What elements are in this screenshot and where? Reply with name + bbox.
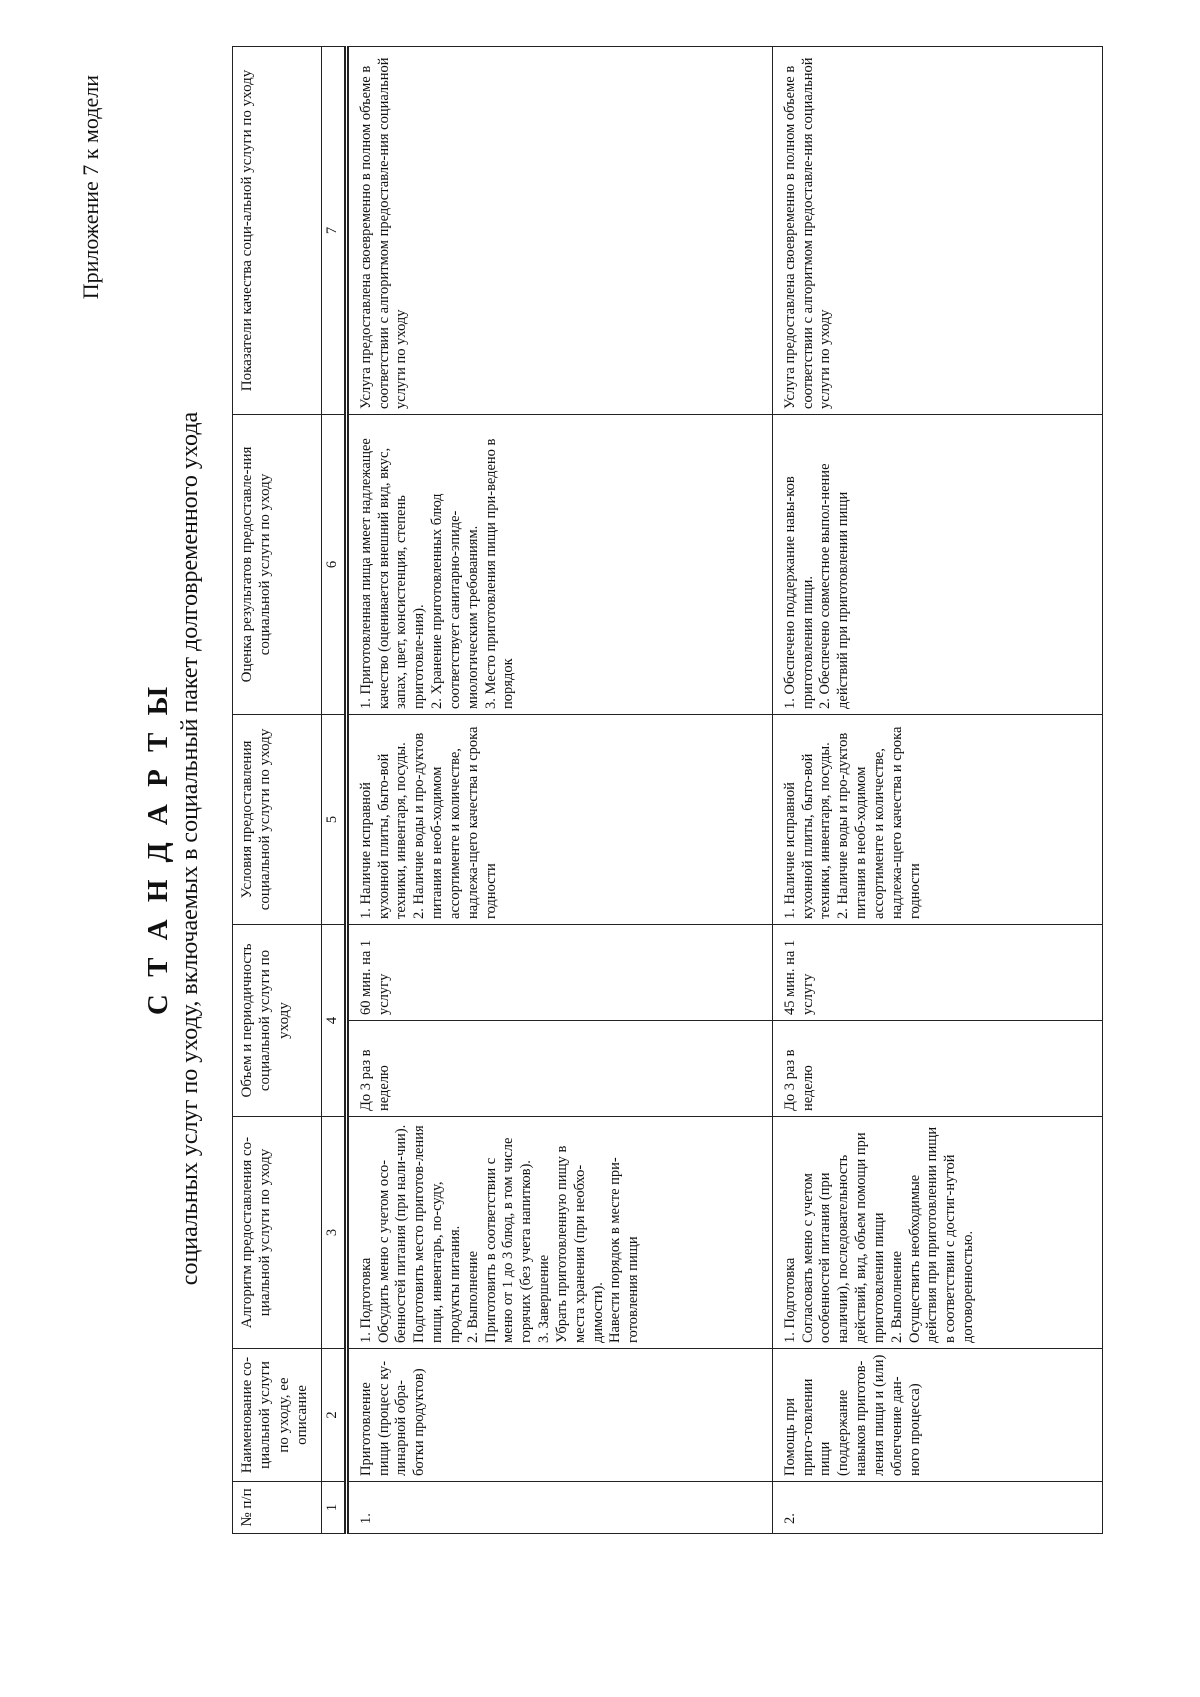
evaluation-cell bbox=[346, 414, 772, 714]
evaluation-cell bbox=[772, 414, 1102, 714]
evaluation-line: 2. Хранение приготовленных блюд соответствует санитарно-эпиде-миологическим требованиям. bbox=[429, 493, 481, 709]
evaluation-line: 2. Обеспечено совместное выпол-нение действий при приготовлении пищи bbox=[817, 463, 852, 709]
algorithm-line: Осуществить необходимые действия при приготовлении пищи в соответствии с достиг-нутой договоренностью. bbox=[906, 1126, 977, 1343]
algorithm-line: Согласовать меню с учетом особенностей питания (при наличии), последовательность действий, вид, объем помощи при приготовлении пищи bbox=[799, 1132, 887, 1343]
algorithm-line: Подготовить место приготов-ления пищи, инвентарь, по-суду, продукты питания. bbox=[411, 1125, 463, 1343]
conditions-cell bbox=[346, 714, 772, 924]
algorithm-line: 1. Подготовка bbox=[357, 1257, 374, 1343]
algorithm-cell bbox=[346, 1117, 772, 1349]
header-volume: Объем и периодичность социальной услуги по уходу bbox=[233, 924, 322, 1116]
service-name: Приготовление пищи (процесс ку-линарной обра-ботки продуктов) bbox=[346, 1349, 772, 1482]
conditions-line: 2. Наличие воды и про-дуктов питания в необ-ходимом ассортименте и количестве, надлежа-щего качества и срока годности bbox=[835, 726, 923, 919]
column-number: 7 bbox=[322, 46, 347, 414]
periodicity-cell: 60 мин. на 1 услугу bbox=[346, 924, 772, 1020]
evaluation-line: 3. Место приготовления пищи при-ведено в порядок bbox=[482, 438, 517, 709]
row-number: 1. bbox=[346, 1482, 772, 1534]
page-title: С Т А Н Д А Р Т Ы bbox=[142, 681, 174, 1016]
column-number: 4 bbox=[322, 924, 347, 1116]
column-number: 2 bbox=[322, 1349, 347, 1482]
column-number: 6 bbox=[322, 414, 347, 714]
column-number: 3 bbox=[322, 1117, 347, 1349]
header-quality: Показатели качества соци-альной услуги по уходу bbox=[233, 46, 322, 414]
periodicity-cell: 45 мин. на 1 услугу bbox=[772, 924, 1102, 1020]
volume-cell: До 3 раз в неделю bbox=[772, 1021, 1102, 1117]
service-name: Помощь при приго-товлении пищи (поддержание навыков приготов-ления пищи и (или) облегчение дан-ного процесса) bbox=[772, 1349, 1102, 1482]
evaluation-line: 1. Приготовленная пища имеет надлежащее качество (оценивается внешний вид, вкус, запах, цвет, консистенция, степень приготовле-ния). bbox=[357, 438, 428, 709]
algorithm-line: 2. Выполнение bbox=[888, 1250, 905, 1343]
column-number: 5 bbox=[322, 714, 347, 924]
page-subtitle: социальных услуг по уходу, включаемых в социальный пакет долговременного ухода bbox=[177, 411, 203, 1286]
quality-cell: Услуга предоставлена своевременно в полном объеме в соответствии с алгоритмом предоставле-ния социальной услуги по уходу bbox=[346, 46, 772, 414]
header-algorithm: Алгоритм предоставления со-циальной услуги по уходу bbox=[233, 1117, 322, 1349]
conditions-line: 2. Наличие воды и про-дуктов питания в необ-ходимом ассортименте и количестве, надлежа-щего качества и срока годности bbox=[411, 726, 499, 919]
algorithm-line: 3. Завершение bbox=[536, 1254, 553, 1343]
appendix-label: Приложение 7 к модели bbox=[78, 75, 103, 300]
algorithm-line: Обсудить меню с учетом осо-бенностей питания (при нали-чии). bbox=[375, 1124, 410, 1343]
header-evaluation: Оценка результатов предоставле-ния социальной услуги по уходу bbox=[233, 414, 322, 714]
header-num: № п/п bbox=[233, 1482, 322, 1534]
algorithm-line: 1. Подготовка bbox=[781, 1257, 798, 1343]
quality-cell: Услуга предоставлена своевременно в полном объеме в соответствии с алгоритмом предоставле-ния социальной услуги по уходу bbox=[772, 46, 1102, 414]
evaluation-line: 1. Обеспечено поддержание навы-ков приготовления пищи. bbox=[781, 476, 816, 709]
table-row bbox=[772, 46, 1102, 1533]
algorithm-line: Убрать приготовленную пищу в места хранения (при необхо-димости). bbox=[553, 1145, 606, 1343]
algorithm-line: Навести порядок в месте при-готовления пищи bbox=[607, 1157, 642, 1343]
column-number-row bbox=[322, 46, 347, 1533]
conditions-line: 1. Наличие исправной кухонной плиты, быто-вой техники, инвентаря, посуды. bbox=[357, 742, 410, 919]
algorithm-cell bbox=[772, 1117, 1102, 1349]
volume-cell: До 3 раз в неделю bbox=[346, 1021, 772, 1117]
conditions-cell bbox=[772, 714, 1102, 924]
header-name: Наименование со-циальной услуги по уходу, ее описание bbox=[233, 1349, 322, 1482]
standards-table bbox=[232, 46, 1103, 1534]
conditions-line: 1. Наличие исправной кухонной плиты, быто-вой техники, инвентаря, посуды. bbox=[781, 742, 834, 919]
algorithm-line: Приготовить в соответствии с меню от 1 до 3 блюд, в том числе горячих (без учета напитков). bbox=[482, 1137, 535, 1343]
header-row bbox=[233, 46, 322, 1533]
algorithm-line: 2. Выполнение bbox=[464, 1250, 481, 1343]
header-conditions: Условия предоставления социальной услуги по уходу bbox=[233, 714, 322, 924]
column-number: 1 bbox=[322, 1482, 347, 1534]
row-number: 2. bbox=[772, 1482, 1102, 1534]
table-row bbox=[346, 46, 772, 1533]
